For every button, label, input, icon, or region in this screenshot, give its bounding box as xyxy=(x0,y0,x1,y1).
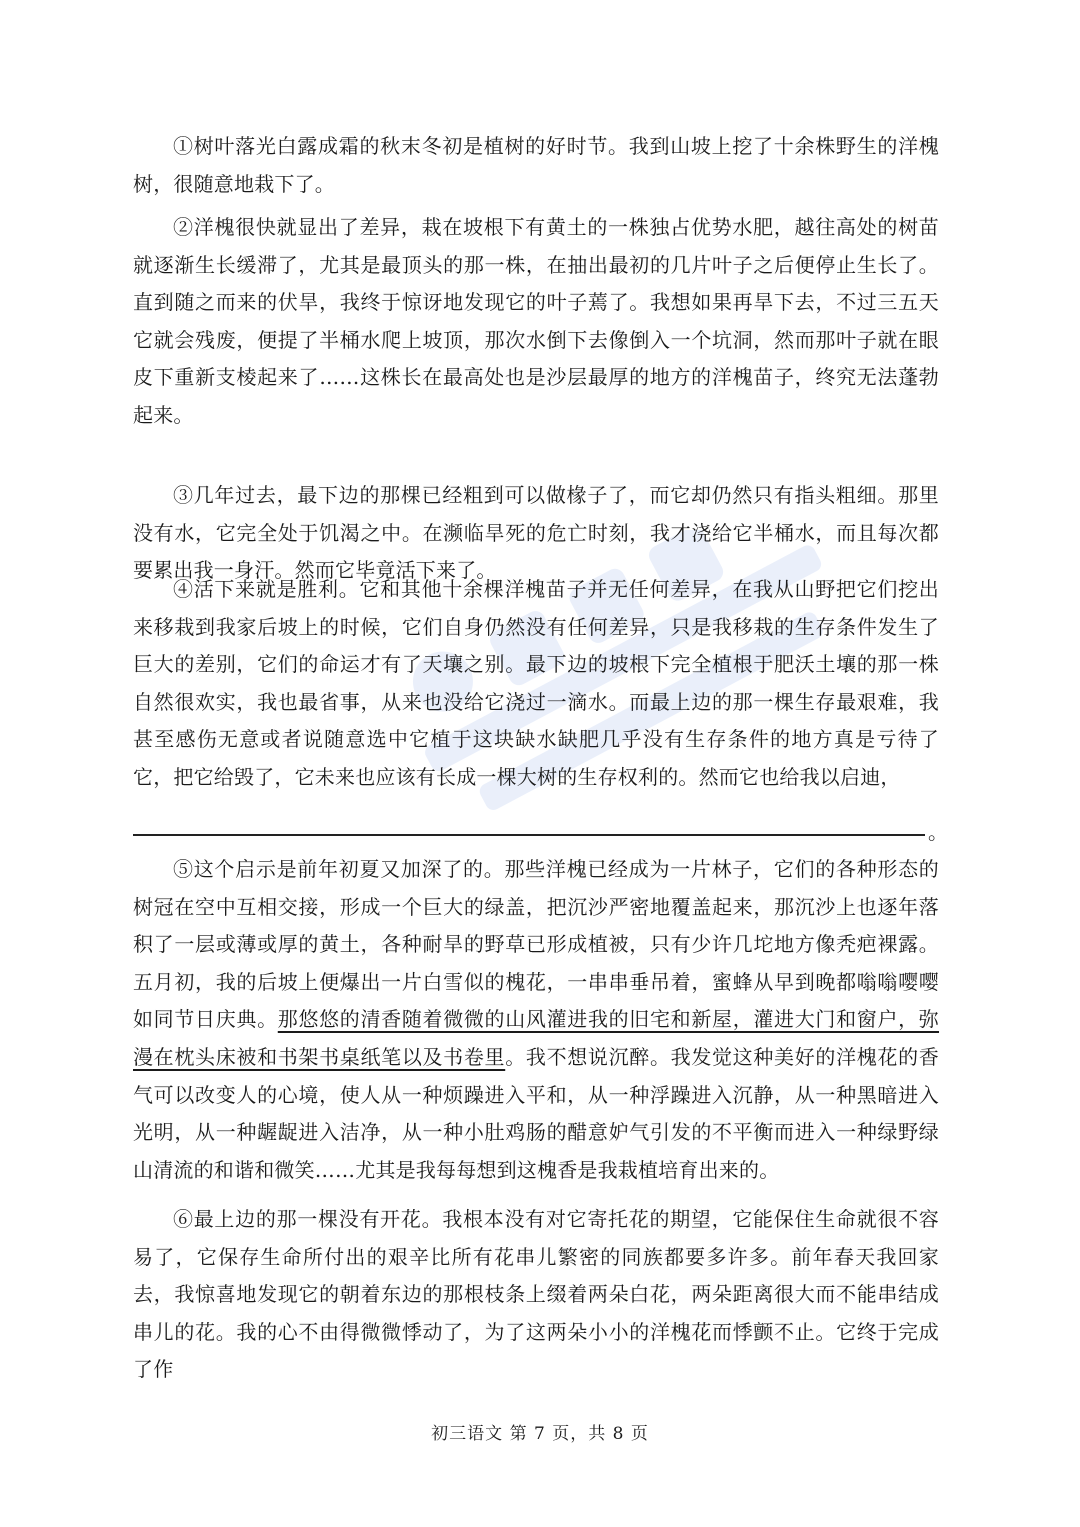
paragraph-4-text: ④活下来就是胜利。它和其他十余棵洋槐苗子并无任何差异，在我从山野把它们挖出来移栽到我家后坡上的时候，它们自身仍然没有任何差异，只是我移栽的生存条件发生了巨大的差别，它们的命运才有了天壤之别。最下边的坡根下完全植根于肥沃土壤的那一株自然很欢实，我也最省事，从来也没给它浇过一滴水。而最上边的那一棵生存最艰难，我甚至感伤无意或者说随意选中它植于这块缺水缺肥几乎没有生存条件的地方真是亏待了它，把它给毁了，它未来也应该有长成一棵大树的生存权利的。然而它也给我以启迪， xyxy=(133,577,939,789)
paragraph-2-text: ②洋槐很快就显出了差异，栽在坡根下有黄土的一株独占优势水肥，越往高处的树苗就逐渐生长缓滞了，尤其是最顶头的那一株，在抽出最初的几片叶子之后便停止生长了。直到随之而来的伏旱，我终于惊讶地发现它的叶子蔫了。我想如果再旱下去，不过三五天它就会残废，便提了半桶水爬上坡顶，那次水倒下去像倒入一个坑洞，然而那叶子就在眼皮下重新支棱起来了……这株长在最高处也是沙层最厚的地方的洋槐苗子，终究无法蓬勃起来。 xyxy=(133,215,939,427)
page-footer: 初三语文 第 7 页，共 8 页 xyxy=(431,1424,649,1444)
paragraph-5-underlined-sentence: 那悠悠的清香随着微微的山风灌进我的旧宅和新屋，灌进大门和窗户，弥漫在枕头床被和书架书桌纸笔以及书卷里 xyxy=(133,1007,940,1069)
paragraph-5-text-after: 。我不想说沉醉。我发觉这种美好的洋槐花的香气可以改变人的心境，使人从一种烦躁进入平和，从一种浮躁进入沉静，从一种黑暗进入光明，从一种龌龊进入洁净，从一种小肚鸡肠的醋意妒气引发的不平衡而进入一种绿野绿山清流的和谐和微笑……尤其是我每每想到这槐香是我栽植培育出来的。 xyxy=(133,1044,939,1182)
paragraph-1-text: ①树叶落光白露成霜的秋末冬初是植树的好时节。我到山坡上挖了十余株野生的洋槐树，很随意地栽下了。 xyxy=(133,134,939,196)
paragraph-5 xyxy=(133,851,939,1189)
answer-blank-line[interactable] xyxy=(133,810,925,836)
paragraph-1 xyxy=(133,128,939,203)
paragraph-6-text: ⑥最上边的那一棵没有开花。我根本没有对它寄托花的期望，它能保住生命就很不容易了，它保存生命所付出的艰辛比所有花串儿繁密的同族都要多许多。前年春天我回家去，我惊喜地发现它的朝着东边的那根枝条上缀着两朵白花，两朵距离很大而不能串结成串儿的花。我的心不由得微微悸动了，为了这两朵小小的洋槐花而悸颤不止。它终于完成了作 xyxy=(133,1207,939,1382)
paragraph-5-text-before: ⑤这个启示是前年初夏又加深了的。那些洋槐已经成为一片林子，它们的各种形态的树冠在空中互相交接，形成一个巨大的绿盖，把沉沙严密地覆盖起来，那沉沙上也逐年落积了一层或薄或厚的黄土，各种耐旱的野草已形成植被，只有少许几坨地方像秃疤裸露。五月初，我的后坡上便爆出一片白雪似的槐花，一串串垂吊着，蜜蜂从早到晚都嗡嗡嘤嘤如同节日庆典。 xyxy=(133,857,939,1032)
paragraph-2 xyxy=(133,209,939,435)
paragraph-6 xyxy=(133,1201,939,1389)
blank-end-mark: 。 xyxy=(928,820,948,844)
paragraph-4 xyxy=(133,571,939,797)
paragraph-3-text: ③几年过去，最下边的那棵已经粗到可以做椽子了，而它却仍然只有指头粗细。那里没有水，它完全处于饥渴之中。在濒临旱死的危亡时刻，我才浇给它半桶水，而且每次都要累出我一身汗。然而它毕竟活下来了。 xyxy=(133,483,939,583)
